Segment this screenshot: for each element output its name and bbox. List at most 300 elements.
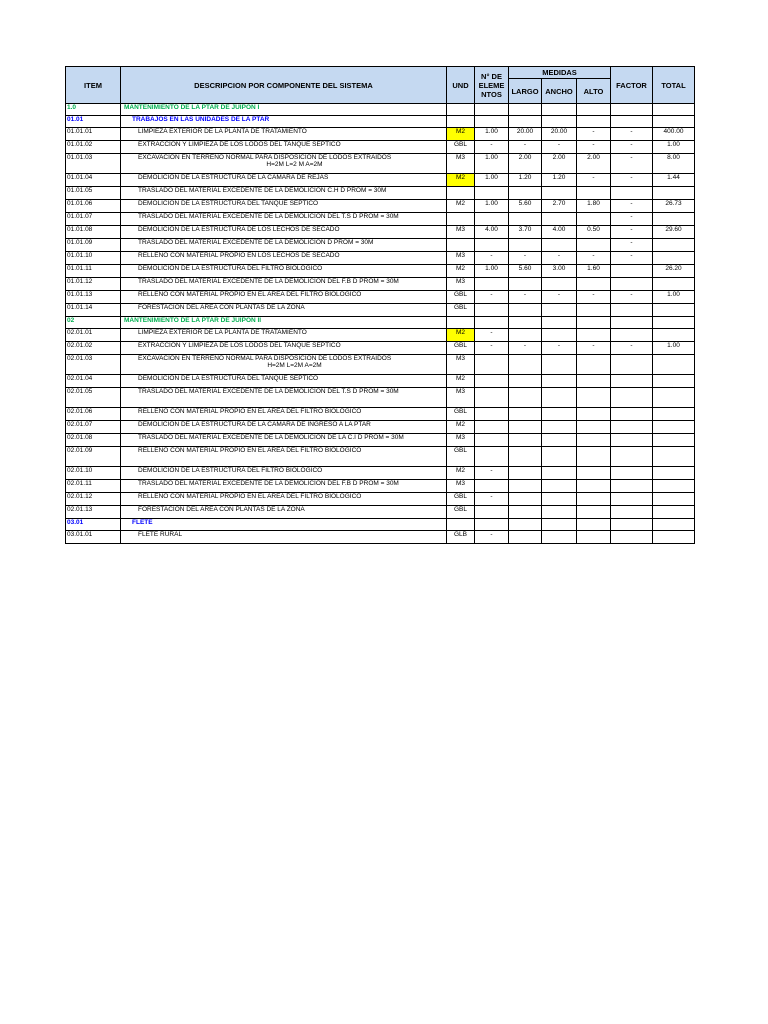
description-text: RELLENO CON MATERIAL PROPIO EN EL AREA DEL FILTRO BIOLOGICO: [138, 408, 362, 415]
cell-total: [653, 480, 695, 493]
cell-elem: [475, 187, 509, 200]
cell-alto: [577, 304, 611, 317]
cell-und: [447, 116, 475, 128]
item-description: [121, 291, 447, 304]
item-description: [121, 265, 447, 278]
cell-largo: -: [509, 342, 542, 355]
item-code: 01.01.12: [66, 278, 121, 291]
cell-elem: [475, 104, 509, 116]
cell-ancho: -: [542, 252, 577, 265]
item-code: 01.01.05: [66, 187, 121, 200]
cell-elem: [475, 317, 509, 329]
cell-factor: [611, 421, 653, 434]
header-item: ITEM: [66, 67, 121, 104]
cell-elem: -: [475, 252, 509, 265]
cell-factor: -: [611, 342, 653, 355]
cell-largo: -: [509, 141, 542, 154]
cell-alto: [577, 375, 611, 388]
cell-ancho: [542, 187, 577, 200]
cell-alto: 1.80: [577, 200, 611, 213]
cell-total: [653, 408, 695, 421]
cell-total: [653, 317, 695, 329]
cell-largo: [509, 213, 542, 226]
cell-factor: [611, 116, 653, 128]
metrados-table: [65, 66, 695, 544]
cell-total: [653, 434, 695, 447]
cell-ancho: [542, 434, 577, 447]
table-row: [66, 531, 695, 544]
table-row: [66, 200, 695, 213]
cell-total: 1.00: [653, 141, 695, 154]
description-text: RELLENO CON MATERIAL PROPIO EN EL AREA DEL FILTRO BIOLOGICO: [138, 291, 362, 298]
cell-ancho: 4.00: [542, 226, 577, 239]
cell-ancho: 2.00: [542, 154, 577, 174]
cell-largo: [509, 304, 542, 317]
item-code: 01.01.09: [66, 239, 121, 252]
cell-largo: [509, 355, 542, 375]
cell-ancho: [542, 447, 577, 467]
header-total: TOTAL: [653, 67, 695, 104]
cell-factor: -: [611, 226, 653, 239]
description-text: EXCAVACION EN TERRENO NORMAL PARA DISPOSICION DE LODOS EXTRAIDOS: [138, 355, 392, 362]
cell-alto: [577, 519, 611, 531]
cell-alto: 1.60: [577, 265, 611, 278]
cell-factor: [611, 506, 653, 519]
cell-und: M3: [447, 226, 475, 239]
cell-und: M3: [447, 278, 475, 291]
item-description: [121, 355, 447, 375]
header-ancho: ANCHO: [542, 79, 577, 104]
table-row: [66, 329, 695, 342]
description-text: MANTENIMIENTO DE LA PTAR DE JUIPON II: [124, 317, 262, 324]
cell-total: 400.00: [653, 128, 695, 141]
cell-elem: -: [475, 493, 509, 506]
cell-largo: -: [509, 252, 542, 265]
item-description: [121, 304, 447, 317]
cell-factor: [611, 493, 653, 506]
description-text: TRASLADO DEL MATERIAL EXCEDENTE DE LA DEMOLICION D PROM = 30M: [138, 239, 374, 246]
cell-alto: -: [577, 174, 611, 187]
cell-elem: [475, 355, 509, 375]
cell-total: [653, 447, 695, 467]
item-code: 01.01: [66, 116, 121, 128]
item-description: [121, 434, 447, 447]
item-code: 01.01.06: [66, 200, 121, 213]
cell-factor: -: [611, 174, 653, 187]
table-body: [66, 104, 695, 544]
item-code: 01.01.11: [66, 265, 121, 278]
cell-factor: [611, 408, 653, 421]
cell-elem: [475, 388, 509, 408]
item-code: 01.01.03: [66, 154, 121, 174]
table-row: [66, 467, 695, 480]
cell-largo: [509, 104, 542, 116]
cell-elem: [475, 213, 509, 226]
item-description: [121, 342, 447, 355]
table-row: [66, 252, 695, 265]
cell-elem: [475, 421, 509, 434]
cell-total: [653, 388, 695, 408]
item-description: [121, 493, 447, 506]
item-description: [121, 226, 447, 239]
description-subtext: H=2M L=2 M A=2M: [266, 161, 323, 168]
cell-und: M3: [447, 480, 475, 493]
item-description: [121, 200, 447, 213]
cell-und: M3: [447, 154, 475, 174]
table-row: [66, 447, 695, 467]
description-text: DEMOLICION DE LA ESTRUCTURA DE LA CAMARA DE REJAS: [138, 174, 329, 181]
cell-factor: -: [611, 252, 653, 265]
cell-total: [653, 506, 695, 519]
cell-total: [653, 493, 695, 506]
item-description: [121, 174, 447, 187]
cell-alto: [577, 467, 611, 480]
description-text: DEMOLICION DE LA ESTRUCTURA DEL FILTRO BIOLOGICO: [138, 467, 323, 474]
cell-elem: [475, 116, 509, 128]
cell-alto: [577, 187, 611, 200]
table-row: [66, 421, 695, 434]
description-text: RELLENO CON MATERIAL PROPIO EN EL AREA DEL FILTRO BIOLOGICO: [138, 447, 362, 454]
table-row: [66, 174, 695, 187]
table-row: [66, 226, 695, 239]
item-code: 02.01.01: [66, 329, 121, 342]
cell-ancho: 20.00: [542, 128, 577, 141]
cell-factor: -: [611, 213, 653, 226]
cell-largo: [509, 239, 542, 252]
cell-factor: -: [611, 141, 653, 154]
item-description: [121, 408, 447, 421]
description-text: EXTRACCION Y LIMPIEZA DE LOS LODOS DEL TANQUE SEPTICO: [138, 342, 341, 349]
cell-largo: [509, 408, 542, 421]
description-text: DEMOLICION DE LA ESTRUCTURA DEL TANQUE SEPTICO: [138, 375, 319, 382]
cell-total: [653, 421, 695, 434]
table-row: [66, 408, 695, 421]
description-text: FORESTACION DEL AREA CON PLANTAS DE LA ZONA: [138, 304, 305, 311]
cell-alto: [577, 329, 611, 342]
cell-alto: [577, 421, 611, 434]
cell-elem: [475, 519, 509, 531]
cell-elem: -: [475, 342, 509, 355]
item-code: 02: [66, 317, 121, 329]
cell-elem: -: [475, 329, 509, 342]
cell-factor: [611, 265, 653, 278]
cell-factor: [611, 388, 653, 408]
item-description: [121, 388, 447, 408]
cell-total: 1.44: [653, 174, 695, 187]
item-description: [121, 421, 447, 434]
cell-total: 8.00: [653, 154, 695, 174]
cell-largo: [509, 278, 542, 291]
cell-alto: [577, 116, 611, 128]
cell-alto: -: [577, 252, 611, 265]
cell-factor: -: [611, 239, 653, 252]
cell-factor: [611, 317, 653, 329]
item-code: 02.01.06: [66, 408, 121, 421]
cell-largo: 20.00: [509, 128, 542, 141]
cell-alto: [577, 355, 611, 375]
cell-total: [653, 252, 695, 265]
item-code: 01.01.01: [66, 128, 121, 141]
cell-factor: [611, 278, 653, 291]
cell-factor: [611, 375, 653, 388]
cell-total: [653, 116, 695, 128]
cell-und: [447, 104, 475, 116]
cell-elem: 1.00: [475, 265, 509, 278]
cell-largo: 3.70: [509, 226, 542, 239]
cell-ancho: [542, 519, 577, 531]
cell-largo: [509, 375, 542, 388]
cell-total: [653, 187, 695, 200]
cell-factor: [611, 531, 653, 544]
cell-total: [653, 104, 695, 116]
cell-elem: [475, 278, 509, 291]
item-code: 02.01.13: [66, 506, 121, 519]
cell-elem: -: [475, 531, 509, 544]
cell-und: M3: [447, 355, 475, 375]
item-description: [121, 278, 447, 291]
cell-ancho: [542, 493, 577, 506]
cell-und: [447, 239, 475, 252]
item-description: [121, 375, 447, 388]
table-row: [66, 128, 695, 141]
cell-largo: [509, 329, 542, 342]
item-code: 02.01.02: [66, 342, 121, 355]
description-text: RELLENO CON MATERIAL PROPIO EN LOS LECHOS DE SECADO: [138, 252, 340, 259]
table-row: [66, 375, 695, 388]
cell-elem: [475, 304, 509, 317]
item-description: [121, 239, 447, 252]
description-text: TRASLADO DEL MATERIAL EXCEDENTE DE LA DEMOLICION DEL T.S D PROM = 30M: [138, 213, 399, 220]
cell-total: [653, 375, 695, 388]
cell-ancho: [542, 355, 577, 375]
cell-und: M2: [447, 467, 475, 480]
cell-largo: [509, 506, 542, 519]
table-row: [66, 278, 695, 291]
cell-largo: -: [509, 291, 542, 304]
cell-alto: [577, 408, 611, 421]
cell-ancho: [542, 317, 577, 329]
item-description: [121, 213, 447, 226]
cell-total: [653, 213, 695, 226]
description-text: FORESTACION DEL AREA CON PLANTAS DE LA ZONA: [138, 506, 305, 513]
table-row: [66, 304, 695, 317]
cell-und: M2: [447, 421, 475, 434]
cell-alto: [577, 388, 611, 408]
table-row: [66, 187, 695, 200]
table-header: [66, 67, 695, 104]
item-code: 02.01.12: [66, 493, 121, 506]
table-row: [66, 141, 695, 154]
table-row: [66, 434, 695, 447]
item-description: [121, 317, 447, 329]
cell-und: GBL: [447, 291, 475, 304]
table-row: [66, 116, 695, 128]
item-code: 03.01: [66, 519, 121, 531]
cell-elem: 1.00: [475, 128, 509, 141]
table-row: [66, 493, 695, 506]
cell-factor: [611, 480, 653, 493]
table-row: [66, 154, 695, 174]
cell-elem: 1.00: [475, 200, 509, 213]
cell-largo: [509, 493, 542, 506]
cell-alto: -: [577, 291, 611, 304]
cell-largo: 1.20: [509, 174, 542, 187]
cell-largo: [509, 421, 542, 434]
cell-alto: 2.00: [577, 154, 611, 174]
item-description: [121, 104, 447, 116]
cell-elem: 4.00: [475, 226, 509, 239]
cell-largo: [509, 317, 542, 329]
cell-ancho: 3.00: [542, 265, 577, 278]
cell-factor: [611, 447, 653, 467]
header-factor: FACTOR: [611, 67, 653, 104]
item-description: [121, 447, 447, 467]
table-row: [66, 213, 695, 226]
cell-ancho: [542, 104, 577, 116]
cell-factor: [611, 355, 653, 375]
cell-factor: [611, 187, 653, 200]
description-text: TRASLADO DEL MATERIAL EXCEDENTE DE LA DEMOLICION C.H D PROM = 30M: [138, 187, 387, 194]
cell-total: [653, 239, 695, 252]
cell-factor: [611, 434, 653, 447]
item-code: 02.01.09: [66, 447, 121, 467]
cell-total: [653, 531, 695, 544]
cell-alto: -: [577, 128, 611, 141]
cell-und: M2: [447, 375, 475, 388]
cell-alto: [577, 531, 611, 544]
item-description: [121, 252, 447, 265]
cell-elem: [475, 239, 509, 252]
cell-elem: 1.00: [475, 154, 509, 174]
item-description: [121, 128, 447, 141]
cell-elem: [475, 447, 509, 467]
description-text: TRASLADO DEL MATERIAL EXCEDENTE DE LA DEMOLICION DEL F.B D PROM = 30M: [138, 278, 399, 285]
description-text: EXTRACCION Y LIMPIEZA DE LOS LODOS DEL TANQUE SEPTICO: [138, 141, 341, 148]
cell-total: 26.73: [653, 200, 695, 213]
cell-ancho: [542, 480, 577, 493]
cell-alto: [577, 104, 611, 116]
description-text: TRABAJOS EN LAS UNIDADES DE LA PTAR: [132, 116, 270, 123]
cell-ancho: -: [542, 342, 577, 355]
cell-total: [653, 304, 695, 317]
cell-und: GBL: [447, 447, 475, 467]
description-text: DEMOLICION DE LA ESTRUCTURA DE LA CAMARA DE INGRESO A LA PTAR: [138, 421, 371, 428]
item-code: 02.01.10: [66, 467, 121, 480]
item-code: 02.01.03: [66, 355, 121, 375]
table-row: [66, 388, 695, 408]
cell-ancho: [542, 467, 577, 480]
item-code: 01.01.14: [66, 304, 121, 317]
cell-und: GBL: [447, 506, 475, 519]
cell-factor: -: [611, 200, 653, 213]
description-text: DEMOLICION DE LA ESTRUCTURA DEL FILTRO BIOLOGICO: [138, 265, 323, 272]
table-row: [66, 480, 695, 493]
description-text: TRASLADO DEL MATERIAL EXCEDENTE DE LA DEMOLICION DEL F.B D PROM = 30M: [138, 480, 399, 487]
cell-alto: [577, 493, 611, 506]
cell-und: M2: [447, 329, 475, 342]
cell-alto: [577, 317, 611, 329]
cell-largo: [509, 434, 542, 447]
cell-largo: [509, 480, 542, 493]
cell-total: 1.00: [653, 291, 695, 304]
description-text: MANTENIMIENTO DE LA PTAR DE JUIPON I: [124, 104, 260, 111]
cell-elem: [475, 408, 509, 421]
item-code: 01.01.13: [66, 291, 121, 304]
cell-ancho: [542, 421, 577, 434]
cell-largo: [509, 388, 542, 408]
cell-largo: [509, 467, 542, 480]
item-code: 01.01.10: [66, 252, 121, 265]
cell-elem: [475, 434, 509, 447]
cell-und: M3: [447, 388, 475, 408]
cell-ancho: [542, 531, 577, 544]
cell-und: M3: [447, 252, 475, 265]
cell-alto: [577, 239, 611, 252]
cell-largo: [509, 531, 542, 544]
item-code: 02.01.05: [66, 388, 121, 408]
description-text: LIMPIEZA EXTERIOR DE LA PLANTA DE TRATAMIENTO: [138, 128, 307, 135]
cell-largo: 2.00: [509, 154, 542, 174]
cell-ancho: [542, 375, 577, 388]
description-text: DEMOLICION DE LA ESTRUCTURA DEL TANQUE SEPTICO: [138, 200, 319, 207]
cell-elem: -: [475, 291, 509, 304]
item-description: [121, 154, 447, 174]
header-measures: MEDIDAS: [509, 67, 611, 79]
cell-factor: [611, 104, 653, 116]
item-code: 02.01.08: [66, 434, 121, 447]
cell-und: M2: [447, 174, 475, 187]
cell-ancho: [542, 304, 577, 317]
description-subtext: H=2M L=2M A=2M: [267, 362, 322, 369]
item-description: [121, 141, 447, 154]
item-description: [121, 519, 447, 531]
cell-elem: -: [475, 467, 509, 480]
cell-largo: 5.60: [509, 200, 542, 213]
table-row: [66, 104, 695, 116]
cell-und: GBL: [447, 408, 475, 421]
cell-largo: [509, 187, 542, 200]
cell-und: M2: [447, 265, 475, 278]
item-code: 02.01.04: [66, 375, 121, 388]
cell-ancho: -: [542, 291, 577, 304]
header-alto: ALTO: [577, 79, 611, 104]
item-code: 01.01.04: [66, 174, 121, 187]
cell-alto: -: [577, 141, 611, 154]
cell-ancho: [542, 278, 577, 291]
description-text: DEMOLICION DE LA ESTRUCTURA DE LOS LECHOS DE SECADO: [138, 226, 340, 233]
cell-total: 26.20: [653, 265, 695, 278]
cell-total: [653, 278, 695, 291]
cell-alto: 0.50: [577, 226, 611, 239]
description-text: FLETE: [132, 519, 153, 526]
cell-total: 29.60: [653, 226, 695, 239]
cell-und: M2: [447, 200, 475, 213]
cell-ancho: [542, 239, 577, 252]
item-description: [121, 187, 447, 200]
cell-factor: [611, 519, 653, 531]
cell-und: GBL: [447, 493, 475, 506]
cell-largo: 5.60: [509, 265, 542, 278]
cell-total: 1.00: [653, 342, 695, 355]
description-text: EXCAVACION EN TERRENO NORMAL PARA DISPOSICION DE LODOS EXTRAIDOS: [138, 154, 392, 161]
description-text: LIMPIEZA EXTERIOR DE LA PLANTA DE TRATAMIENTO: [138, 329, 307, 336]
cell-total: [653, 355, 695, 375]
cell-alto: [577, 434, 611, 447]
cell-ancho: [542, 388, 577, 408]
cell-elem: -: [475, 141, 509, 154]
cell-factor: -: [611, 154, 653, 174]
description-text: TRASLADO DEL MATERIAL EXCEDENTE DE LA DEMOLICION DE LA C.I D PROM = 30M: [138, 434, 404, 441]
